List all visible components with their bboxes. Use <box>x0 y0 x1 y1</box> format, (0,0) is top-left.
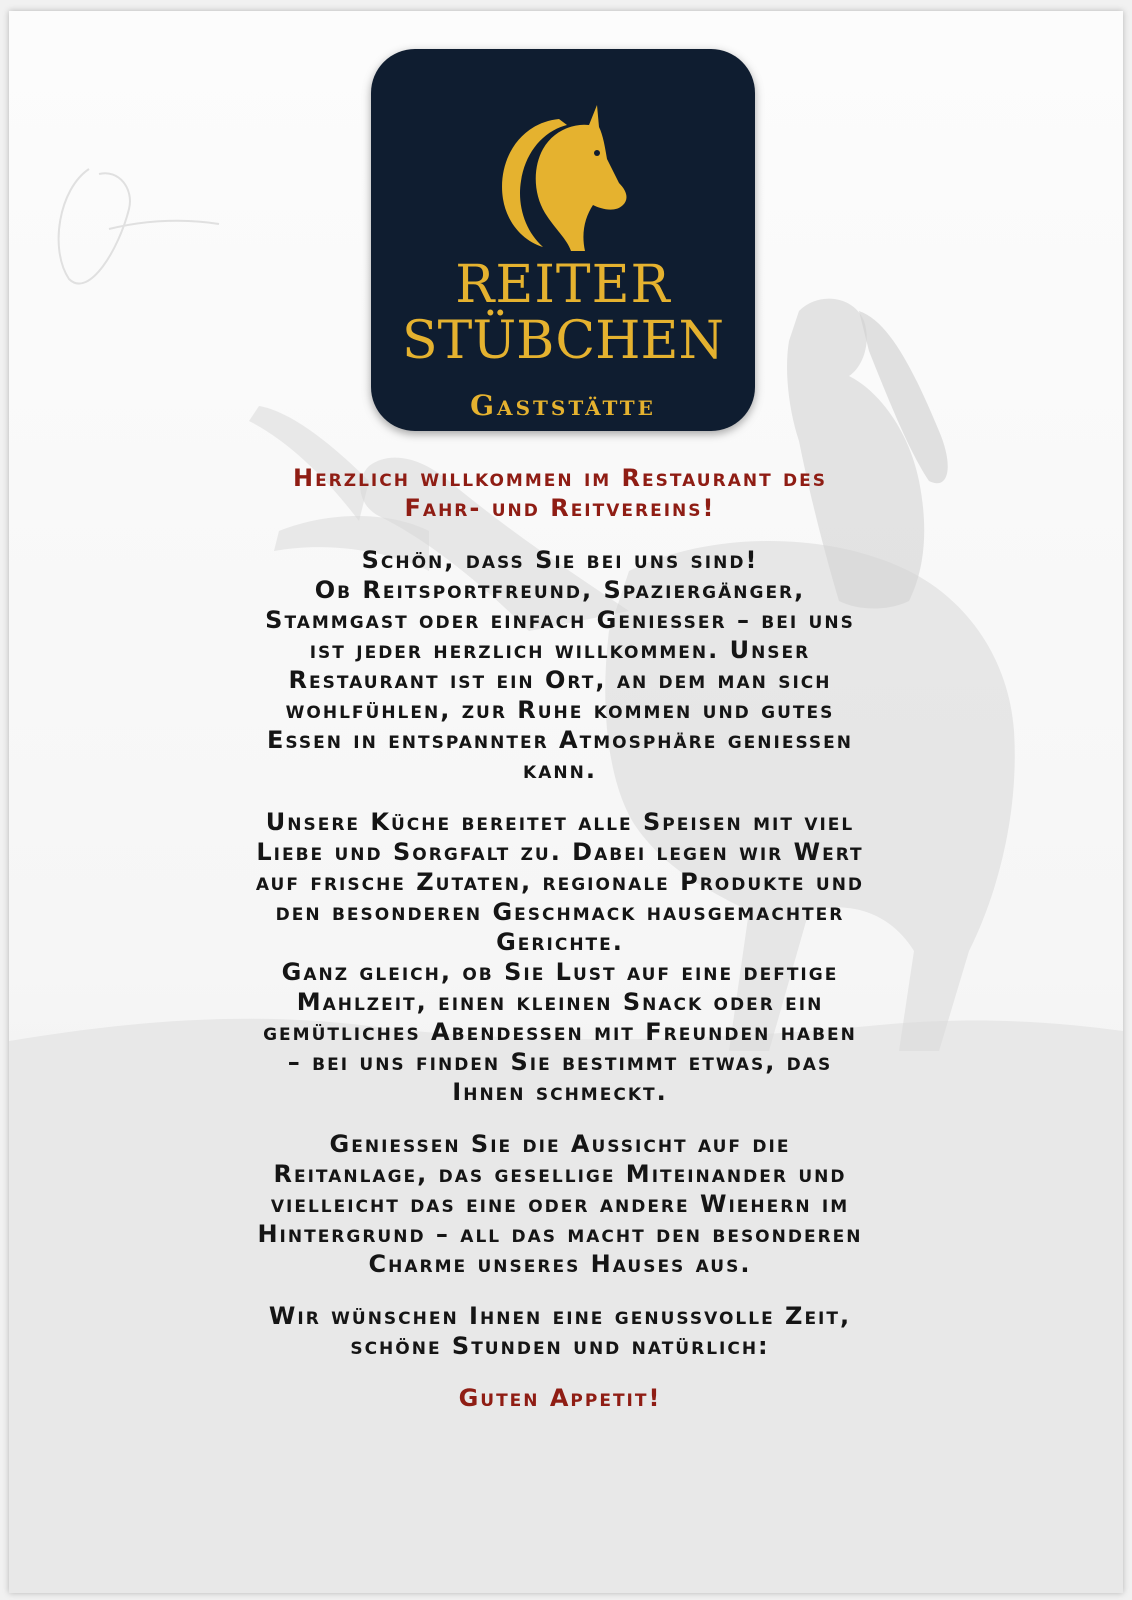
paragraph-intro <box>205 545 915 785</box>
reiter-stuebchen-logo <box>371 49 755 431</box>
logo-title-line2: STÜBCHEN <box>402 311 724 371</box>
text-line: Mahlzeit, einen kleinen Snack oder ein <box>296 988 824 1016</box>
text-line: Liebe und Sorgfalt zu. Dabei legen wir Wert <box>256 838 864 866</box>
text-line: vielleicht das eine oder andere Wiehern im <box>270 1190 850 1218</box>
text-line: Ihnen schmeckt. <box>452 1078 668 1106</box>
text-line: Reitanlage, das gesellige Miteinander und <box>273 1160 847 1188</box>
menu-page <box>9 11 1123 1593</box>
signature-watermark <box>49 129 249 299</box>
text-line: Wir wünschen Ihnen eine genussvolle Zeit, <box>268 1302 852 1330</box>
text-line: Essen in entspannter Atmosphäre geniessen <box>266 726 854 754</box>
welcome-text <box>205 463 915 1413</box>
paragraph-wishes <box>205 1301 915 1361</box>
logo-title-line1: REITER <box>455 255 671 315</box>
text-line: Schön, dass Sie bei uns sind! <box>361 546 759 574</box>
paragraph-kitchen <box>205 807 915 1107</box>
text-line: Restaurant ist ein Ort, an dem man sich <box>288 666 832 694</box>
paragraph-view <box>205 1129 915 1279</box>
text-line: Ganz gleich, ob Sie Lust auf eine deftige <box>281 958 839 986</box>
text-line: Hintergrund – all das macht den besonderen <box>257 1220 863 1248</box>
text-line: schöne Stunden und natürlich: <box>350 1332 770 1360</box>
text-line: kann. <box>523 756 597 784</box>
text-line: Ob Reitsportfreund, Spaziergänger, <box>314 576 806 604</box>
text-line: Gerichte. <box>496 928 624 956</box>
text-line: – bei uns finden Sie bestimmt etwas, das <box>287 1048 833 1076</box>
text-line: auf frische Zutaten, regionale Produkte und <box>255 868 865 896</box>
text-line: Unsere Küche bereitet alle Speisen mit viel <box>265 808 855 836</box>
welcome-heading-line: Fahr- und Reitvereins! <box>404 494 716 522</box>
text-line: ist jeder herzlich willkommen. Unser <box>309 636 811 664</box>
text-line: Stammgast oder einfach Geniesser – bei uns <box>265 606 855 634</box>
welcome-heading <box>205 463 915 523</box>
horse-head-icon <box>489 101 639 251</box>
welcome-heading-line: Herzlich willkommen im Restaurant des <box>292 464 827 492</box>
text-line: Charme unseres Hauses aus. <box>368 1250 752 1278</box>
text-line: gemütliches Abendessen mit Freunden haben <box>263 1018 857 1046</box>
text-line: Geniessen Sie die Aussicht auf die <box>329 1130 791 1158</box>
text-line: wohlfühlen, zur Ruhe kommen und gutes <box>285 696 835 724</box>
logo-subtitle: Gaststätte <box>470 389 656 422</box>
text-line: den besonderen Geschmack hausgemachter <box>275 898 845 926</box>
closing-line: Guten Appetit! <box>458 1384 662 1412</box>
